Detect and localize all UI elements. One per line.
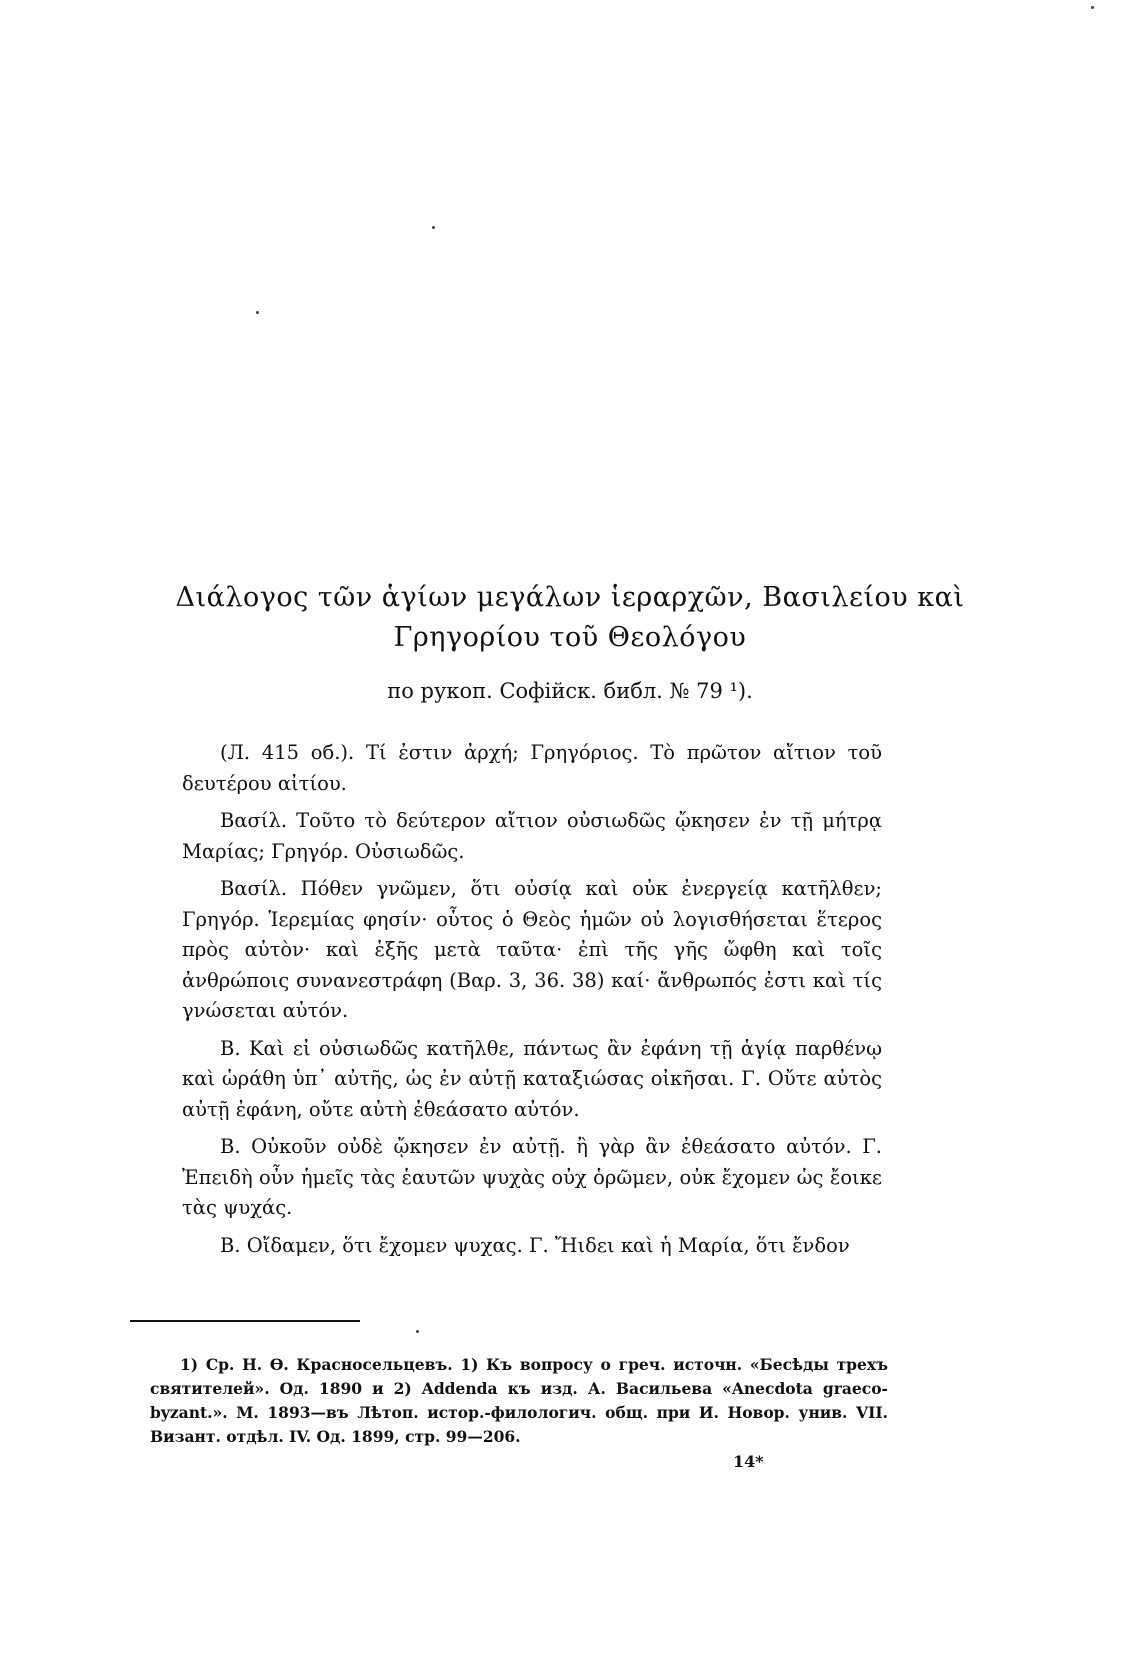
scan-speck [432, 226, 435, 229]
paragraph: Βασίλ. Τοῦτο τὸ δεύτερον αἴτιον οὐσιωδῶς ᾤκησεν ἐν τῇ μήτρᾳ Μαρίας; Γρηγόρ. Οὐσιωδῶς. [182, 809, 882, 863]
paragraph: (Л. 415 об.). Τί ἐστιν ἀρχή; Γρηγόριος. Τὸ πρῶτον αἴτιον τοῦ δευτέρου αἰτίου. [182, 741, 882, 795]
paragraph: Β. Οὐκοῦν οὐδὲ ᾤκησεν ἐν αὐτῇ. ἢ γὰρ ἂν ἐθεάσατο αὐτόν. Γ. Ἐπειδὴ οὖν ἡμεῖς τὰς ἑαυτῶν ψυχὰς οὐχ ὁρῶμεν, οὐκ ἔχομεν ὡς ἔοικε τὰς ψυχάς. [182, 1135, 882, 1219]
scan-speck [416, 1330, 419, 1333]
scan-speck [1091, 6, 1094, 9]
footnote-divider [130, 1320, 360, 1322]
footnote: 1) Ср. Н. Ѳ. Красносельцевъ. 1) Къ вопросу о греч. источн. «Бесѣды трехъ святителей». Од. 1890 и 2) Addenda къ изд. А. Васильева «Anecdota graeco-byzant.». М. 1893—въ Лѣтоп. истор.-филологич. общ. при И. Новор. унив. VII. Визант. отдѣл. IV. Од. 1899, стр. 99—206. [150, 1355, 888, 1446]
paragraph: Β. Οἴδαμεν, ὅτι ἔχομεν ψυχας. Γ. Ἤιδει καὶ ἡ Μαρία, ὅτι ἔνδον [220, 1233, 850, 1257]
paragraph: Β. Καὶ εἰ οὐσιωδῶς κατῆλθε, πάντως ἂν ἐφάνη τῇ ἁγίᾳ παρθένῳ καὶ ὡράθη ὑπ᾽ αὐτῆς, ὡς ἐν αὐτῇ καταξιώσας οἰκῆσαι. Γ. Οὔτε αὐτὸς αὐτῇ ἐφάνη, οὔτε αὐτὴ ἐθεάσατο αὐτόν. [182, 1036, 882, 1121]
title-line: Διάλογος τῶν ἁγίων μεγάλων ἱεραρχῶν, Βασιλείου καὶ [175, 582, 965, 613]
scan-speck [256, 311, 259, 314]
paragraph: Βασίλ. Πόθεν γνῶμεν, ὅτι οὐσίᾳ καὶ οὐκ ἐνεργείᾳ κατῆλθεν; Γρηγόρ. Ἱερεμίας φησίν· οὗτος ὁ Θεὸς ἡμῶν οὐ λογισθήσεται ἕτερος πρὸς αὐτὸν· καὶ ἑξῆς μετὰ ταῦτα· ἐπὶ τῆς γῆς ὤφθη καὶ τοῖς ἀνθρώποις συνανεστράφη (Βαρ. 3, 36. 38) καί· ἄνθρωπός ἐστι καὶ τίς γνώσεται αὐτόν. [182, 877, 882, 1022]
manuscript-reference: по рукоп. Софійск. библ. № 79 ¹). [387, 679, 753, 703]
title-line: Γρηγορίου τοῦ Θεολόγου [393, 622, 747, 653]
page-number: 14* [733, 1452, 764, 1471]
dialogue-text [182, 738, 882, 1261]
document-title [120, 578, 1020, 658]
